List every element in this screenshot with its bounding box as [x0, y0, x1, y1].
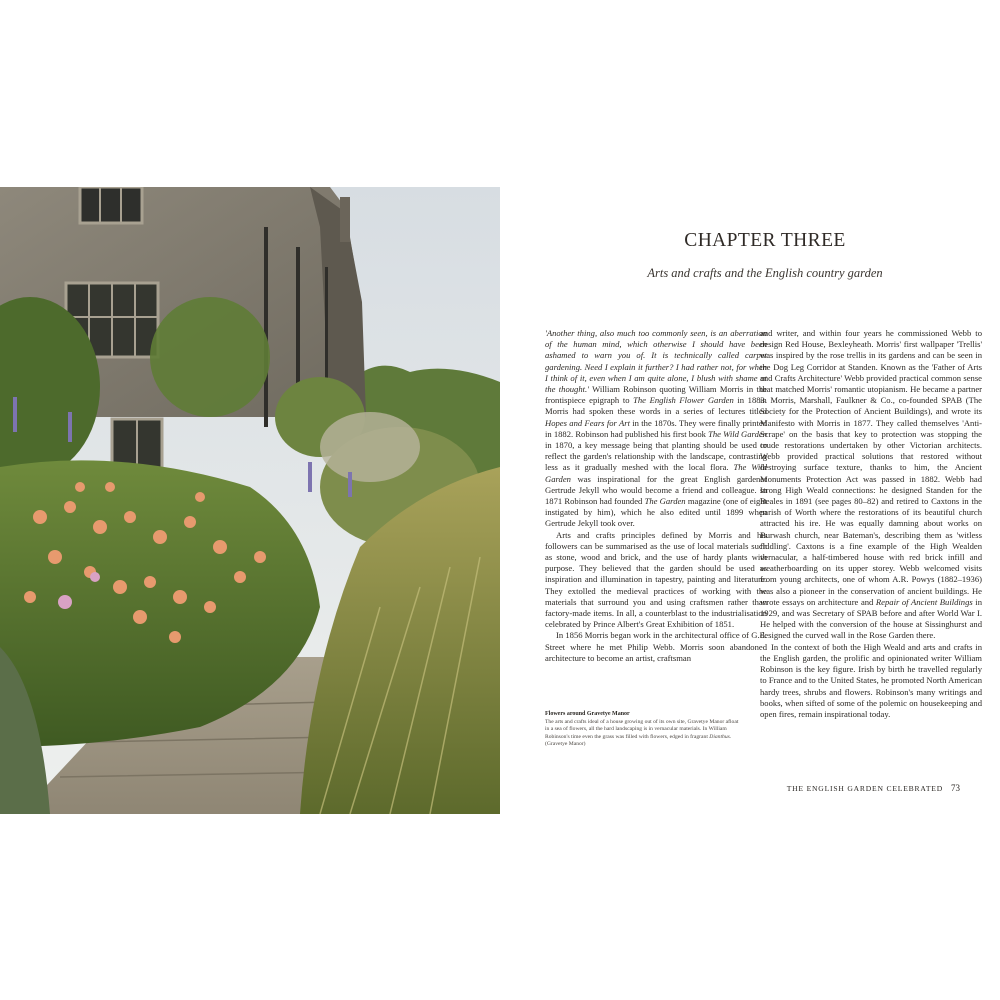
- page-footer: [787, 783, 960, 793]
- book-title: The Wild Garden: [545, 462, 767, 484]
- text-run: in 1883. Morris had spoken these words in a series of lectures titled: [545, 395, 767, 417]
- text-run: in 1929, and was Secretary of SPAB before and after World War I. He helped with the conversion of the house at Sissinghurst and designed the curved wall in the Rose Garden there.: [760, 596, 982, 641]
- chapter-title: CHAPTER THREE: [684, 230, 846, 251]
- page-number: 73: [951, 783, 960, 793]
- paragraph-5: In the context of both the High Weald and arts and crafts in the English garden, the prolific and opinionated writer William Robinson is the key figure. Irish by birth he travelled regularly to France and to the United States, he promoted North American hardy trees, shrubs and flowers. Robinson's many writings and books, when sifted of some of the polemic on housekeeping and open fires, remain inspirational today.: [760, 641, 982, 719]
- running-head: THE ENGLISH GARDEN CELEBRATED: [786, 784, 943, 793]
- chapter-subtitle: Arts and crafts and the English country garden: [647, 266, 883, 280]
- paragraph-1: [545, 328, 767, 530]
- body-column-1: [545, 328, 767, 664]
- paragraph-2: Arts and crafts principles defined by Morris and his followers can be summarised as the use of local materials such as stone, wood and brick, and the use of hardy plants with purpose. They believed that the garden should be used as inspiration and illumination in tapestry, painting and literature. They extolled the medieval practices of working with the materials that surround you and using craftsmen rather than factory-made items. In all, a counterblast to the industrialisation celebrated by Prince Albert's Great Exhibition of 1851.: [545, 529, 767, 630]
- book-title: The English Flower Garden: [633, 395, 734, 406]
- paragraph-3: In 1856 Morris began work in the architectural office of G.E. Street where he met Philip Webb. Morris soon abandoned architecture to become an artist, craftsman: [545, 630, 767, 663]
- text-run: William Robinson quoting William Morris in the frontispiece epigraph to: [545, 384, 767, 406]
- text-run: in the 1870s. They were finally printed in 1882. Robinson had published his first book: [545, 417, 767, 439]
- caption-title: Flowers around Gravetye Manor: [545, 711, 630, 717]
- caption-plant-name: Dianthus: [709, 733, 730, 740]
- morris-quote: 'Another thing, also much too commonly seen, is an aberration of the human mind, which otherwise I should have been ashamed to warn you of. It is technically called carpet gardening. Need I explain it further? I had rather not, for when I think of it, even when I am quite alone, I blush with shame at the thought.': [545, 328, 767, 395]
- caption-text: . (Gravetye Manor): [545, 733, 732, 747]
- photo-caption: [545, 711, 743, 748]
- paragraph-4: [760, 328, 982, 642]
- magazine-title: The Garden: [644, 496, 686, 507]
- caption-text: The arts and crafts ideal of a house growing out of its own site, Gravetye Manor afloat in a sea of flowers, all the hard landscaping is in vernacular materials. In William Robinson's time even the grass was filled with flowers, edged in fragrant: [545, 719, 739, 740]
- book-title: The Wild Garden: [708, 428, 767, 439]
- body-column-2: [760, 328, 982, 720]
- text-run: and writer, and within four years he commissioned Webb to design Red House, Bexleyheath. Morris' first wallpaper 'Trellis' was inspired by the rose trellis in its gardens and can be seen in the Dog Leg Corridor at Standen. Known as the 'Father of Arts and Crafts Architecture' Webb provided practical common sense that matched Morris' romantic utopianism. He became a partner in Morris, Marshall, Faulkner & Co., co-founded SPAB (The Society for the Protection of Ancient Buildings), and wrote its Manifesto with Morris in 1877. They called themselves 'Anti-Scrape' on the basis that key to protection was stopping the crude restorations undertaken by other Victorian architects. Webb provided practical solutions that restored without destroying surface texture, thanks to him, the Ancient Monuments Protection Act was passed in 1882. Webb had strong High Weald connections: he designed Standen for the Beales in 1891 (see pages 80–82) and retired to Caxtons in the parish of Worth where the restorations of its beautiful church attracted his ire. He was equally damning about works on Burwash church, near Bateman's, describing them as 'witless fiddling'. Caxtons is a fine example of the High Wealden vernacular, a half-timbered house with red brick infill and weatherboarding on its upper storey. Webb welcomed visits from young architects, one of whom A.R. Powys (1882–1936) was also a pioneer in the conservation of ancient buildings. He wrote essays on architecture and: [760, 328, 982, 607]
- gravetye-manor-photo: [0, 187, 500, 814]
- text-run: magazine (one of eight instigated by him), which he also edited until 1899 when Gertrude Jekyll took over.: [545, 496, 767, 529]
- text-run: was inspirational for the great English gardener Gertrude Jekyll who would become a friend and colleague. In 1871 Robinson had founded: [545, 473, 767, 507]
- book-title: Repair of Ancient Buildings: [875, 596, 973, 607]
- book-title: Hopes and Fears for Art: [545, 417, 630, 428]
- text-run: in 1870, a key message being that planting should be used to reflect the garden's relationship with the landscape, contrasting less as it gradually meshed with the local flora.: [545, 440, 767, 473]
